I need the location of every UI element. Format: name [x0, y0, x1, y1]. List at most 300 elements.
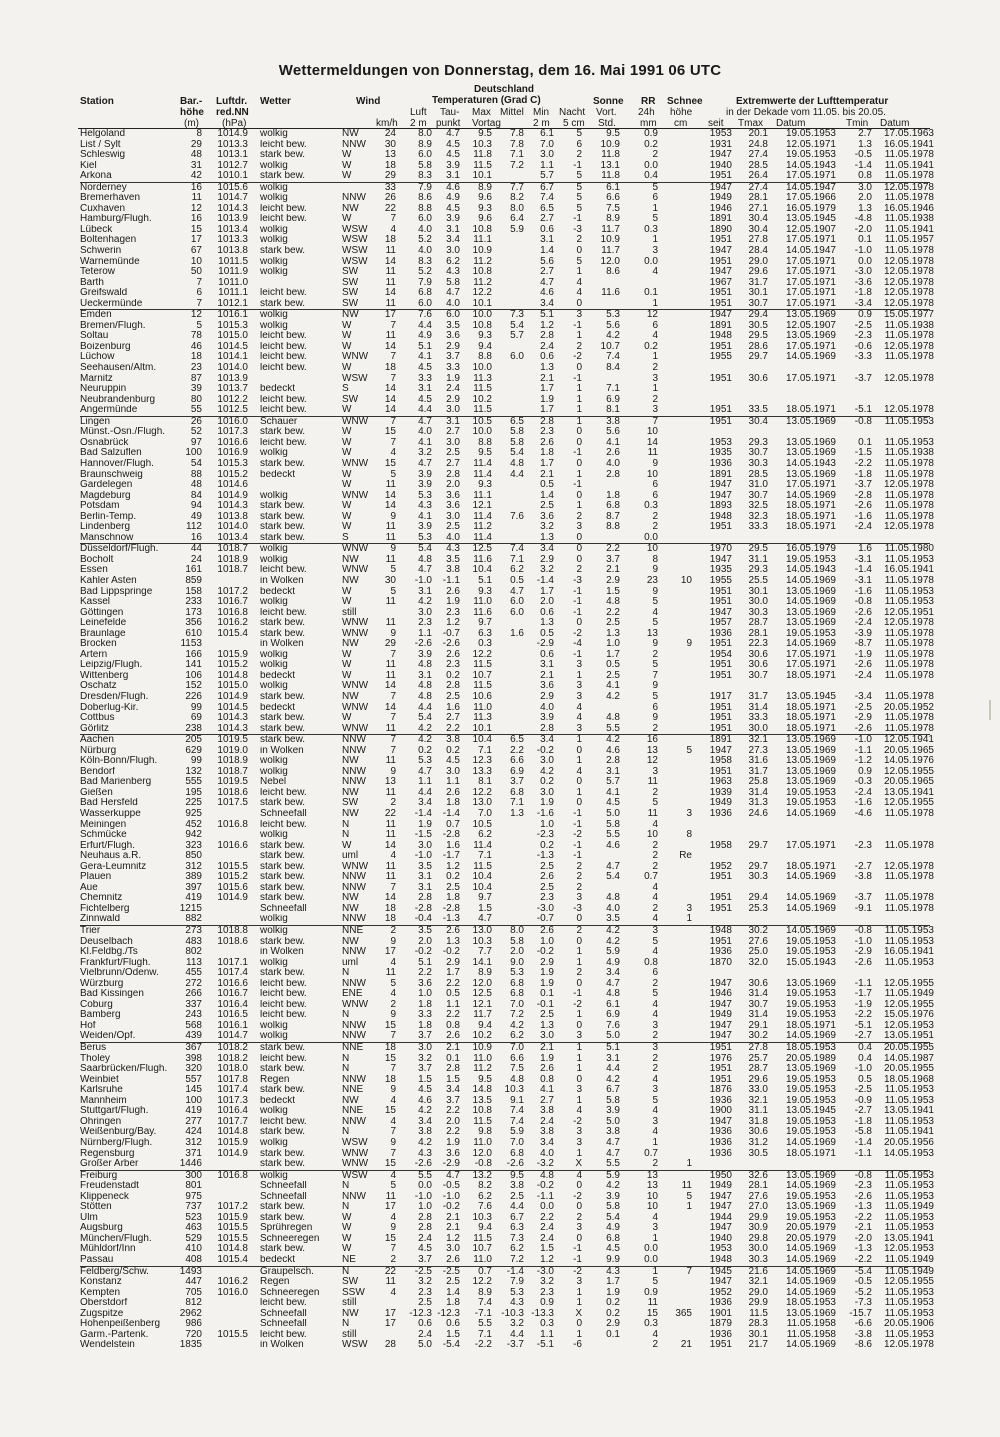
cell-min-2m: 1.9 — [540, 977, 554, 989]
cell-precip: 6 — [652, 479, 658, 491]
cell-since-year: 1949 — [709, 797, 732, 809]
cell-tmin: -9.1 — [854, 902, 872, 914]
cell-height: 389 — [185, 871, 202, 883]
cell-sunshine: 4.8 — [606, 712, 620, 724]
cell-precip: 2 — [652, 149, 658, 161]
cell-wind-speed: 4 — [390, 447, 396, 459]
cell-tmin-date: 12.05.1978 — [883, 297, 934, 309]
cell-precip: 3 — [652, 765, 658, 777]
cell-wind-dir: W — [342, 596, 352, 608]
cell-wind-speed: 11 — [385, 722, 396, 734]
cell-max-prev: 9.7 — [478, 892, 492, 904]
cell-temp: 4.1 — [418, 436, 432, 448]
cell-wind-speed: 7 — [390, 648, 396, 660]
cell-wind-dir: NW — [342, 935, 359, 947]
cell-dewpoint: 2.7 — [446, 426, 460, 438]
cell-sunshine: 6.8 — [606, 500, 620, 512]
cell-min-2m: 1.9 — [540, 1052, 554, 1064]
cell-weather: stark bew. — [260, 872, 306, 883]
cell-min-2m: 3.1 — [540, 234, 554, 246]
cell-tmax: 25.0 — [748, 946, 768, 958]
cell-weather: wolkig — [260, 660, 288, 671]
cell-wind-dir: WNW — [342, 489, 369, 501]
cell-precip: 0.7 — [644, 1147, 658, 1159]
cell-wind-speed: 4 — [390, 1169, 396, 1181]
cell-sunshine: 4.6 — [606, 744, 620, 756]
cell-wind-dir: NNW — [342, 1030, 366, 1042]
cell-mean-prev: 7.7 — [510, 181, 524, 193]
table-row — [80, 734, 934, 746]
cell-height: 67 — [190, 245, 202, 257]
cell-temp: 2.5 — [418, 1297, 432, 1309]
cell-pressure: 1015.0 — [217, 330, 248, 342]
cell-precip: 11 — [647, 776, 658, 788]
cell-since-year: 1917 — [709, 690, 732, 702]
cell-weather: stark bew. — [260, 150, 306, 161]
cell-wind-dir: NNW — [342, 192, 366, 204]
cell-dewpoint: 3.1 — [446, 223, 460, 235]
cell-tmax: 29.4 — [748, 309, 768, 321]
cell-dewpoint: 0.6 — [446, 1318, 460, 1330]
cell-wind-speed: 5 — [390, 977, 396, 989]
header-wetter: Wetter — [260, 96, 291, 107]
cell-mean-prev: 7.2 — [510, 1253, 524, 1265]
cell-max-prev: 10.2 — [472, 393, 492, 405]
cell-wind-dir: WNW — [342, 457, 369, 469]
cell-max-prev: 10.0 — [472, 426, 492, 438]
cell-wind-dir: W — [342, 159, 352, 171]
cell-wind-speed: 18 — [384, 902, 396, 914]
cell-min-2m: 1.7 — [540, 585, 554, 597]
cell-pressure: 1015.4 — [217, 1253, 248, 1265]
cell-mean-prev: 7.1 — [510, 553, 524, 565]
cell-min-5cm: -1 — [573, 648, 582, 660]
cell-tmin: -2.7 — [854, 1030, 872, 1042]
cell-temp: 3.5 — [418, 925, 432, 937]
cell-max-prev: 11.5 — [473, 680, 492, 692]
cell-max-prev: 10.8 — [472, 1105, 492, 1117]
cell-since-year: 1951 — [709, 1042, 732, 1054]
cell-tmin-date: 11.05.1953 — [884, 585, 934, 597]
cell-wind-dir: N — [342, 1318, 350, 1330]
cell-sunshine: 5.4 — [606, 1211, 620, 1223]
cell-pressure: 1015.2 — [217, 871, 248, 883]
cell-sunshine: 3.9 — [606, 1105, 620, 1117]
cell-weather: Sprühregen — [260, 1223, 313, 1234]
cell-height: 555 — [185, 776, 202, 788]
cell-precip: 0.0 — [644, 255, 658, 267]
cell-wind-dir: still — [342, 1297, 357, 1309]
cell-min-2m: 2.3 — [540, 892, 554, 904]
cell-dewpoint: 2.5 — [446, 881, 460, 893]
cell-max-prev: 7.1 — [478, 850, 492, 862]
cell-since-year: 1947 — [709, 1201, 732, 1213]
cell-tmax: 28.4 — [748, 245, 768, 257]
header-schnee1: Schnee — [667, 96, 703, 107]
cell-tmin-date: 11.05.1980 — [884, 543, 934, 555]
cell-sunshine: 4.7 — [606, 977, 620, 989]
cell-max-prev: 4.7 — [478, 913, 492, 925]
cell-station: Potsdam — [80, 501, 120, 512]
cell-tmax: 31.7 — [748, 276, 768, 288]
cell-min-5cm: 1 — [576, 786, 582, 798]
cell-tmin: -1.6 — [854, 510, 872, 522]
cell-temp: 4.0 — [418, 223, 432, 235]
header-bar1: Bar.- — [180, 96, 203, 107]
cell-tmax-date: 13.05.1969 — [785, 776, 836, 788]
cell-tmin-date: 11.05.1941 — [884, 159, 934, 171]
cell-mean-prev: -10.3 — [501, 1307, 524, 1319]
cell-tmax-date: 13.05.1969 — [785, 415, 836, 427]
cell-snow: 7 — [686, 1265, 692, 1277]
cell-min-5cm: 0 — [576, 457, 582, 469]
cell-station: Bad Salzuflen — [80, 448, 142, 459]
cell-station: Plauen — [80, 872, 112, 883]
cell-wind-dir: W — [342, 1243, 352, 1255]
cell-height: 87 — [190, 372, 202, 384]
cell-snow: 1 — [686, 1158, 692, 1170]
cell-sunshine: 5.9 — [606, 1169, 620, 1181]
cell-station: Cuxhaven — [80, 203, 126, 214]
cell-tmax: 27.8 — [748, 234, 768, 246]
cell-sunshine: 3.8 — [606, 415, 620, 427]
cell-temp: 7.9 — [418, 276, 432, 288]
cell-weather: wolkig — [260, 914, 288, 925]
cell-weather: wolkig — [260, 544, 288, 555]
cell-temp: 4.8 — [418, 690, 432, 702]
cell-tmin: -2.8 — [854, 489, 872, 501]
cell-precip: 0.9 — [644, 1286, 658, 1298]
cell-tmin-date: 11.05.1953 — [884, 1297, 934, 1309]
cell-since-year: 1948 — [709, 925, 732, 937]
cell-dewpoint: 1.1 — [446, 776, 460, 788]
cell-tmin-date: 11.05.1978 — [884, 468, 934, 480]
cell-precip: 0.8 — [644, 956, 658, 968]
cell-temp: 3.7 — [418, 1063, 432, 1075]
cell-height: 112 — [186, 521, 202, 533]
cell-snow: 21 — [680, 1339, 692, 1351]
cell-tmin-date: 11.05.1953 — [884, 1094, 934, 1106]
cell-tmin: -1.1 — [854, 1147, 872, 1159]
cell-weather: Graupelsch. — [260, 1266, 314, 1277]
cell-station: Görlitz — [80, 723, 109, 734]
cell-wind-speed: 15 — [384, 1052, 396, 1064]
cell-precip: 10 — [646, 426, 658, 438]
cell-wind-speed: 9 — [390, 1084, 396, 1096]
cell-mean-prev: 6.8 — [510, 786, 524, 798]
cell-pressure: 1014.8 — [217, 1126, 248, 1138]
cell-wind-speed: 9 — [390, 1009, 396, 1021]
cell-sunshine: 6.1 — [606, 181, 620, 193]
cell-station: Kassel — [80, 597, 111, 608]
cell-max-prev: 9.7 — [478, 617, 492, 629]
cell-wind-speed: 13 — [384, 149, 396, 161]
cell-height: 243 — [185, 1009, 202, 1021]
cell-precip: 4 — [652, 1126, 658, 1138]
cell-tmax: 25.7 — [748, 1052, 768, 1064]
cell-precip: 0.0 — [644, 531, 658, 543]
cell-tmax: 31.4 — [748, 988, 768, 1000]
cell-tmax: 28.6 — [748, 340, 768, 352]
header-sonne3: Std. — [598, 118, 616, 129]
cell-height: 173 — [185, 606, 202, 618]
cell-station: Münst.-Osn./Flugh. — [80, 427, 166, 438]
cell-sunshine: 0.1 — [606, 1328, 620, 1340]
cell-precip: 4 — [652, 998, 658, 1010]
cell-wind-dir: NNW — [342, 1019, 366, 1031]
cell-sunshine: 4.1 — [606, 680, 620, 692]
cell-tmin: 0.9 — [858, 309, 872, 321]
cell-tmin: -5.1 — [854, 404, 872, 416]
cell-min-5cm: -1 — [573, 808, 582, 819]
cell-height: 397 — [185, 881, 202, 893]
cell-tmin: -3.6 — [854, 276, 872, 288]
cell-height: 2962 — [179, 1307, 202, 1319]
cell-pressure: 1014.7 — [217, 1030, 248, 1042]
cell-tmax: 31.3 — [748, 797, 768, 809]
table-row — [80, 902, 934, 915]
cell-dewpoint: -1.0 — [442, 1190, 460, 1202]
cell-min-2m: 1.3 — [540, 531, 554, 543]
cell-since-year: 1940 — [709, 159, 732, 171]
cell-wind-dir: W — [342, 447, 352, 459]
cell-wind-dir: WNW — [342, 1147, 369, 1159]
cell-temp: 5.4 — [418, 543, 432, 555]
cell-min-2m: -2.9 — [536, 638, 554, 650]
cell-wind-speed: 9 — [390, 1222, 396, 1234]
cell-min-5cm: 1 — [576, 1009, 582, 1021]
cell-pressure: 1016.7 — [217, 988, 248, 1000]
cell-sunshine: 7.5 — [606, 202, 620, 214]
cell-since-year: 1946 — [709, 988, 732, 1000]
cell-since-year: 1936 — [709, 1328, 732, 1340]
cell-tmax: 32.1 — [748, 1276, 768, 1288]
cell-pressure: 1019.5 — [217, 734, 248, 746]
cell-mean-prev: 5.9 — [510, 1126, 524, 1138]
cell-sunshine: 6.6 — [606, 192, 620, 204]
table-row — [80, 914, 930, 925]
cell-weather: wolkig — [260, 681, 288, 692]
cell-precip: 4 — [652, 606, 658, 618]
cell-station: Nürnberg/Flugh. — [80, 1137, 153, 1148]
cell-wind-speed: 4 — [390, 1115, 396, 1127]
cell-dewpoint: 0.8 — [446, 1019, 460, 1031]
cell-precip: 13 — [646, 1169, 658, 1181]
cell-tmin-date: 11.05.1949 — [884, 1253, 934, 1265]
cell-wind-dir: uml — [342, 956, 359, 968]
cell-wind-speed: 14 — [384, 255, 396, 267]
header-extremwerte: Extremwerte der Lufttemperatur — [736, 96, 889, 107]
cell-pressure: 1018.7 — [217, 543, 248, 555]
cell-dewpoint: 4.0 — [446, 531, 460, 543]
cell-mean-prev: 8.0 — [510, 202, 524, 214]
cell-height: 882 — [185, 913, 202, 925]
cell-tmax: 33.5 — [748, 404, 768, 416]
cell-station: Mannheim — [80, 1095, 127, 1106]
cell-temp: 2.8 — [418, 1222, 432, 1234]
cell-max-prev: 10.6 — [472, 690, 492, 702]
cell-station: Bad Lippspringe — [80, 586, 153, 597]
cell-wind-speed: 18 — [384, 362, 396, 374]
cell-precip: 2 — [652, 1339, 658, 1351]
cell-tmin: -1.4 — [854, 1136, 872, 1148]
table-row — [80, 404, 934, 416]
cell-weather: in Wolken — [260, 947, 304, 958]
cell-height: 419 — [185, 1105, 202, 1117]
cell-tmin: -3.4 — [854, 690, 872, 702]
cell-dewpoint: 3.1 — [446, 170, 460, 182]
cell-tmin-date: 12.05.1955 — [883, 977, 934, 989]
cell-tmin-date: 16.05.1941 — [883, 946, 934, 958]
cell-mean-prev: 6.3 — [510, 1222, 524, 1234]
cell-max-prev: 11.0 — [473, 701, 492, 713]
cell-pressure: 1014.5 — [217, 340, 248, 352]
cell-precip: 6 — [652, 489, 658, 501]
cell-dewpoint: 2.8 — [446, 468, 460, 480]
cell-station: Oschatz — [80, 681, 117, 692]
cell-precip: 10 — [646, 1190, 658, 1202]
cell-pressure: 1017.1 — [217, 956, 248, 968]
cell-weather: leicht bew. — [260, 1010, 307, 1021]
cell-tmin-date: 11.05.1953 — [884, 1190, 934, 1202]
cell-weather: stark bew. — [260, 171, 306, 182]
cell-since-year: 1951 — [709, 415, 732, 427]
cell-mean-prev: 7.6 — [510, 510, 524, 522]
cell-min-5cm: 3 — [576, 309, 582, 321]
cell-station: Frankfurt/Flugh. — [80, 957, 151, 968]
cell-tmin-date: 16.05.1946 — [883, 202, 934, 214]
cell-precip: 5 — [652, 213, 658, 225]
cell-min-2m: 2.8 — [540, 722, 554, 734]
header-luft3: (hPa) — [222, 118, 247, 129]
cell-min-2m: 2.5 — [540, 860, 554, 872]
cell-height: 16 — [190, 181, 202, 193]
cell-min-5cm: 0 — [576, 531, 582, 543]
cell-sunshine: 3.4 — [606, 967, 620, 979]
cell-sunshine: 4.6 — [606, 839, 620, 851]
cell-min-5cm: 1 — [576, 330, 582, 342]
cell-max-prev: 8.1 — [478, 776, 492, 788]
cell-station: Großer Arber — [80, 1159, 139, 1170]
cell-max-prev: 6.2 — [478, 829, 492, 841]
cell-station: Göttingen — [80, 607, 124, 618]
cell-pressure: 1013.9 — [217, 213, 248, 225]
cell-weather: leicht bew. — [260, 1053, 307, 1064]
cell-max-prev: 11.3 — [473, 372, 492, 384]
cell-tmax: 30.1 — [748, 585, 768, 597]
cell-max-prev: 11.4 — [473, 468, 492, 480]
cell-since-year: 1947 — [709, 245, 732, 257]
cell-precip: 12 — [646, 755, 658, 767]
cell-tmax-date: 14.05.1943 — [785, 159, 836, 171]
cell-tmax-date: 13.05.1969 — [785, 1307, 836, 1319]
cell-max-prev: 11.7 — [473, 1009, 492, 1021]
cell-mean-prev: 7.5 — [510, 1063, 524, 1075]
cell-wind-dir: NNW — [342, 913, 366, 925]
cell-station: Zugspitze — [80, 1308, 124, 1319]
cell-weather: wolkig — [260, 1106, 288, 1117]
cell-dewpoint: -1.7 — [442, 850, 460, 862]
cell-pressure: 1011.0 — [218, 276, 248, 288]
cell-dewpoint: 4.5 — [446, 755, 460, 767]
cell-since-year: 1891 — [709, 213, 732, 225]
cell-tmax-date: 13.05.1969 — [785, 617, 836, 629]
cell-min-2m: 1.7 — [540, 457, 554, 469]
cell-tmin-date: 11.05.1978 — [884, 192, 934, 204]
cell-dewpoint: 3.6 — [446, 330, 460, 342]
cell-min-5cm: 4 — [576, 1105, 582, 1117]
cell-tmin: -3.3 — [854, 351, 872, 363]
cell-weather: wolkig — [260, 235, 288, 246]
cell-pressure: 1017.2 — [217, 585, 248, 597]
cell-tmax: 28.5 — [748, 468, 768, 480]
cell-tmax: 28.5 — [748, 159, 768, 171]
cell-sunshine: 8.8 — [606, 521, 620, 533]
cell-tmax-date: 17.05.1971 — [785, 839, 836, 851]
cell-min-2m: 4.8 — [540, 1169, 554, 1181]
cell-tmin-date: 12.05.1951 — [883, 606, 934, 618]
cell-wind-speed: 30 — [384, 138, 396, 150]
cell-dewpoint: -0.5 — [442, 1180, 460, 1192]
cell-temp: 3.0 — [418, 839, 432, 851]
cell-temp: 3.1 — [418, 383, 432, 395]
cell-min-5cm: -6 — [573, 1339, 582, 1351]
cell-height: 273 — [185, 925, 202, 937]
cell-temp: 0.6 — [418, 1318, 432, 1330]
cell-weather: wolkig — [260, 1020, 288, 1031]
cell-min-2m: 1.0 — [540, 818, 554, 830]
cell-min-5cm: 2 — [576, 149, 582, 161]
cell-wind-dir: W — [342, 669, 352, 681]
cell-tmax: 32.6 — [748, 1169, 768, 1181]
cell-tmax-date: 14.05.1969 — [785, 1253, 836, 1265]
cell-min-2m: -1.6 — [536, 808, 554, 819]
cell-min-5cm: -1 — [573, 479, 582, 491]
cell-tmax: 30.3 — [748, 457, 768, 469]
cell-tmax-date: 11.05.1958 — [786, 1328, 836, 1340]
cell-weather: bedeckt — [260, 384, 296, 395]
cell-wind-speed: 7 — [390, 1243, 396, 1255]
cell-tmax: 30.2 — [748, 1030, 768, 1042]
cell-sunshine: 2.9 — [606, 1318, 620, 1330]
cell-sunshine: 11.8 — [601, 149, 620, 161]
cell-min-2m: 1.3 — [540, 617, 554, 629]
cell-tmin-date: 14.05.1953 — [883, 1147, 934, 1159]
cell-sunshine: 6.9 — [606, 1009, 620, 1021]
cell-height: 986 — [185, 1318, 202, 1330]
cell-precip: 10 — [646, 468, 658, 480]
cell-tmax: 27.4 — [748, 149, 768, 161]
cell-max-prev: 12.5 — [472, 543, 492, 555]
table-row — [80, 372, 934, 385]
cell-sunshine: 4.5 — [606, 1243, 620, 1255]
cell-tmax-date: 14.05.1969 — [785, 1286, 836, 1298]
cell-dewpoint: 3.6 — [446, 500, 460, 512]
cell-tmax-date: 19.05.1953 — [785, 1190, 836, 1202]
cell-temp: 4.2 — [418, 596, 432, 608]
cell-height: 48 — [190, 149, 202, 161]
cell-tmin: -1.5 — [854, 447, 872, 459]
cell-wind-dir: W — [342, 319, 352, 331]
cell-pressure: 1015.5 — [217, 860, 248, 872]
cell-min-5cm: 3 — [576, 1030, 582, 1042]
cell-wind-speed: 14 — [384, 489, 396, 501]
cell-pressure: 1014.9 — [217, 690, 248, 702]
cell-wind-speed: 4 — [390, 1286, 396, 1298]
cell-min-2m: 1.1 — [540, 1328, 554, 1340]
cell-height: 523 — [185, 1211, 202, 1223]
cell-pressure: 1017.7 — [217, 1115, 248, 1127]
